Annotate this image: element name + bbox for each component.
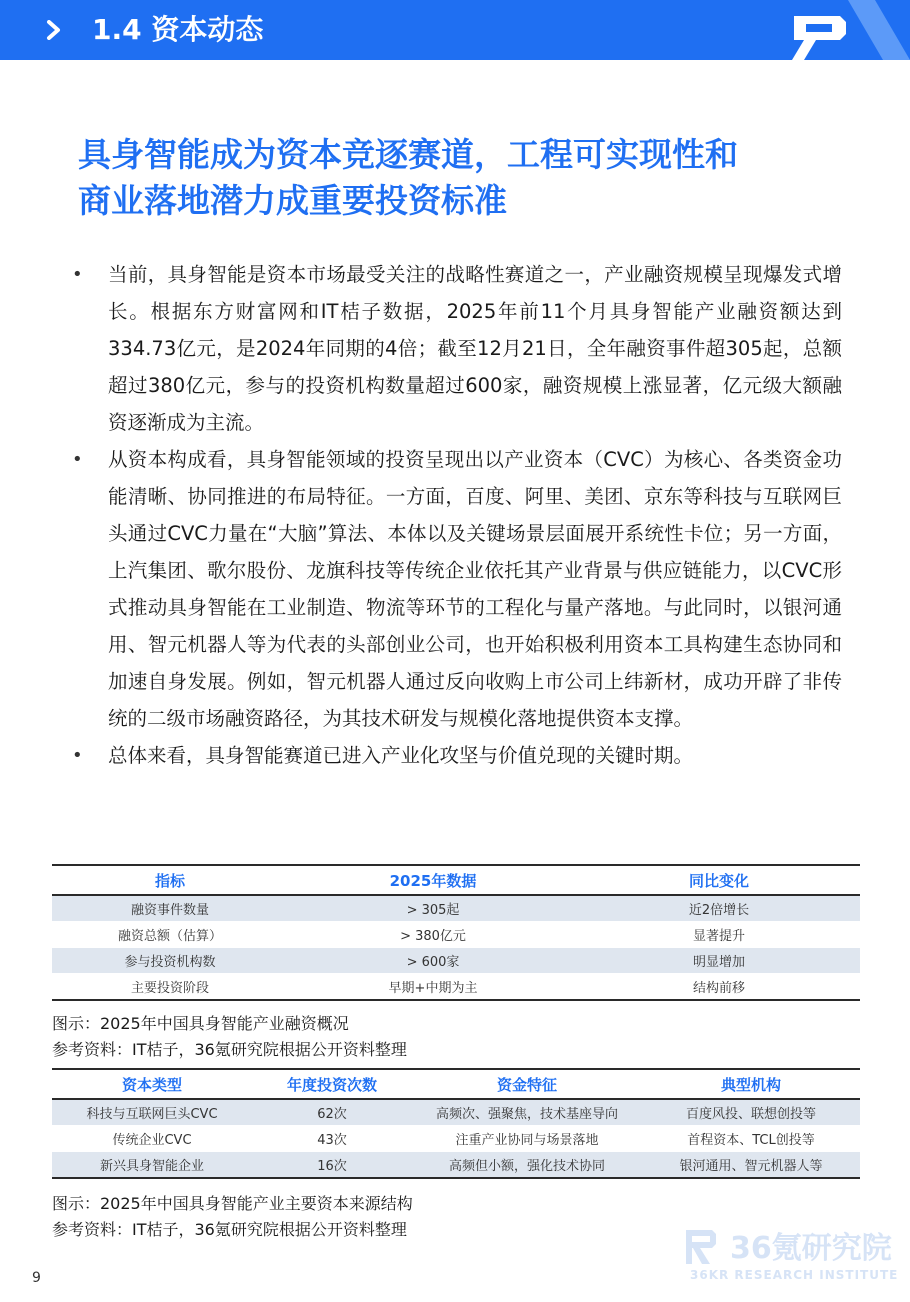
table-cell: > 305起	[288, 895, 578, 922]
watermark-subtitle: 36KR RESEARCH INSTITUTE	[690, 1268, 899, 1282]
table-cell: 参与投资机构数	[52, 948, 288, 974]
table-cell: 银河通用、智元机器人等	[642, 1152, 860, 1179]
bullet-marker: •	[72, 449, 83, 470]
table-cell: 首程资本、TCL创投等	[642, 1126, 860, 1152]
section-header-bar	[0, 0, 910, 60]
table-row	[52, 1152, 860, 1179]
table-cell: 传统企业CVC	[52, 1126, 252, 1152]
table-header-cell: 2025年数据	[288, 865, 578, 895]
financing-overview-table	[52, 864, 860, 1001]
table-cell: 新兴具身智能企业	[52, 1152, 252, 1179]
table-cell: 融资总额（估算）	[52, 922, 288, 948]
bullet-marker: •	[72, 745, 83, 766]
table-cell: 主要投资阶段	[52, 974, 288, 1001]
watermark-text: 36氪研究院	[730, 1231, 892, 1266]
table-header-cell: 年度投资次数	[252, 1069, 412, 1099]
table-cell: 百度风投、联想创投等	[642, 1099, 860, 1126]
table-row	[52, 922, 860, 948]
bullet-item	[72, 737, 842, 774]
capital-source-table	[52, 1068, 860, 1179]
table-header-cell: 典型机构	[642, 1069, 860, 1099]
table-row	[52, 1126, 860, 1152]
page-number: 9	[32, 1270, 41, 1286]
table-header-cell: 同比变化	[578, 865, 860, 895]
table-cell: 融资事件数量	[52, 895, 288, 922]
bullet-text: 总体来看，具身智能赛道已进入产业化攻坚与价值兑现的关键时期。	[108, 744, 694, 767]
table-cell: > 380亿元	[288, 922, 578, 948]
table-row	[52, 948, 860, 974]
bullet-item	[72, 441, 842, 737]
bullet-text: 从资本构成看，具身智能领域的投资呈现出以产业资本（CVC）为核心、各类资金功能清晰、协同推进的布局特征。一方面，百度、阿里、美团、京东等科技与互联网巨头通过CVC力量在“大脑”算法、本体以及关键场景层面展开系统性卡位；另一方面，上汽集团、歌尔股份、龙旗科技等传统企业依托其产业背景与供应链能力，以CVC形式推动具身智能在工业制造、物流等环节的工程化与量产落地。与此同时，以银河通用、智元机器人等为代表的头部创业公司，也开始积极利用资本工具构建生态协同和加速自身发展。例如，智元机器人通过反向收购上市公司上纬新材，成功开辟了非传统的二级市场融资路径，为其技术研发与规模化落地提供资本支撑。	[108, 448, 842, 730]
section-title: 1.4 资本动态	[92, 13, 264, 46]
table-cell: 高频但小额，强化技术协同	[412, 1152, 642, 1179]
table-cell: 高频次、强聚焦，技术基座导向	[412, 1099, 642, 1126]
table-row	[52, 1099, 860, 1126]
table-cell: 注重产业协同与场景落地	[412, 1126, 642, 1152]
table-cell: 结构前移	[578, 974, 860, 1001]
table-cell: 近2倍增长	[578, 895, 860, 922]
table-cell: 早期+中期为主	[288, 974, 578, 1001]
table-cell: 明显增加	[578, 948, 860, 974]
bullet-list	[72, 256, 842, 774]
chevron-right-icon	[46, 20, 62, 40]
headline-line-1: 具身智能成为资本竞逐赛道，工程可实现性和	[78, 135, 738, 174]
table-header-cell: 资金特征	[412, 1069, 642, 1099]
figure-caption: 图示：2025年中国具身智能产业主要资本来源结构	[52, 1194, 413, 1213]
table-cell: > 600家	[288, 948, 578, 974]
table-header-row	[52, 1069, 860, 1099]
figure-source: 参考资料：IT桔子，36氪研究院根据公开资料整理	[52, 1040, 407, 1059]
bullet-item	[72, 256, 842, 441]
table-cell: 43次	[252, 1126, 412, 1152]
table-header-cell: 资本类型	[52, 1069, 252, 1099]
table-row	[52, 895, 860, 922]
page-headline	[78, 132, 858, 224]
watermark-r-icon	[686, 1230, 716, 1264]
figure-source: 参考资料：IT桔子，36氪研究院根据公开资料整理	[52, 1220, 407, 1239]
bullet-text: 当前，具身智能是资本市场最受关注的战略性赛道之一，产业融资规模呈现爆发式增长。根据东方财富网和IT桔子数据，2025年前11个月具身智能产业融资额达到334.73亿元，是2024年同期的4倍；截至12月21日，全年融资事件超305起，总额超过380亿元，参与的投资机构数量超过600家，融资规模上涨显著，亿元级大额融资逐渐成为主流。	[108, 263, 842, 434]
table-row	[52, 974, 860, 1001]
table-header-row	[52, 865, 860, 895]
watermark-logo	[684, 1222, 894, 1268]
headline-line-2: 商业落地潜力成重要投资标准	[78, 181, 507, 220]
figure-caption: 图示：2025年中国具身智能产业融资概况	[52, 1014, 349, 1033]
table-header-cell: 指标	[52, 865, 288, 895]
table-cell: 科技与互联网巨头CVC	[52, 1099, 252, 1126]
brand-logo-icon	[790, 0, 910, 60]
bullet-marker: •	[72, 264, 83, 285]
table-cell: 62次	[252, 1099, 412, 1126]
table-cell: 16次	[252, 1152, 412, 1179]
table-cell: 显著提升	[578, 922, 860, 948]
